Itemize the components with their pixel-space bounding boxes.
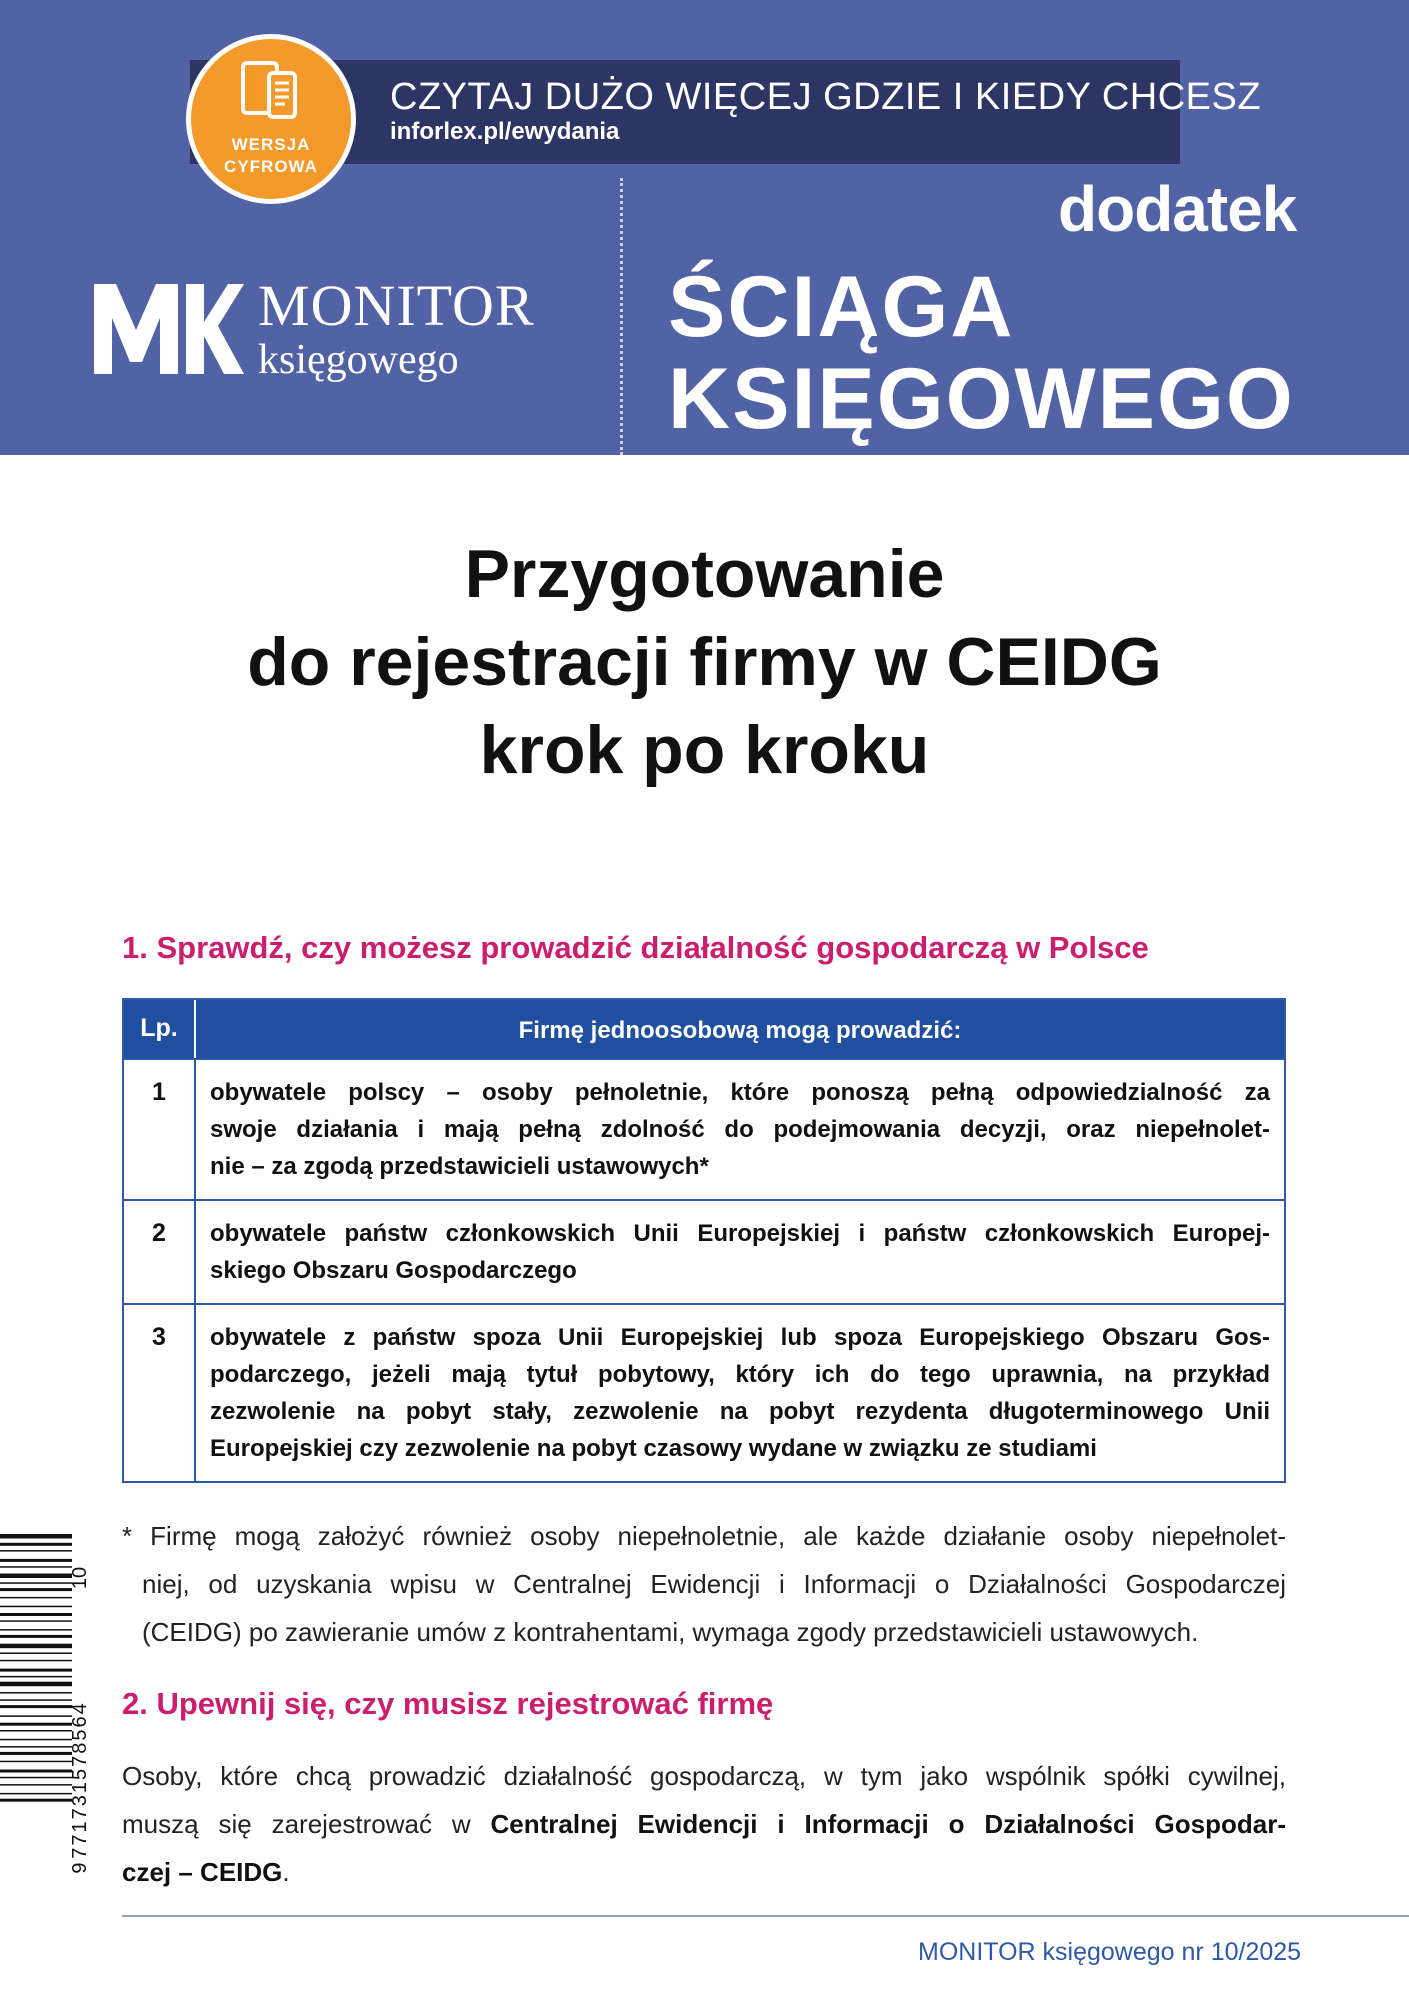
header-band <box>0 0 1409 455</box>
logo-name: MONITOR <box>258 273 535 338</box>
barcode-bar <box>0 1613 72 1616</box>
badge-label-2: CYFROWA <box>224 157 318 176</box>
row-text-line: swoje działania i mają pełną zdolność do podejmowania decyzji, oraz niepełnolet- <box>210 1116 1270 1143</box>
footnote-line: (CEIDG) po zawieranie umów z kontrahentami, wymaga zgody przedstawicieli ustawowych. <box>142 1617 1199 1647</box>
monitor-logo-icon <box>94 278 244 378</box>
section-2-body <box>122 1752 1286 1896</box>
logo-subtitle: księgowego <box>258 337 459 383</box>
footer-issue: MONITOR księgowego nr 10/2025 <box>918 1938 1302 1966</box>
barcode-bar <box>0 1682 72 1687</box>
row-text-line: Europejskiej czy zezwolenie na pobyt czasowy wydane w związku ze studiami <box>210 1435 1097 1462</box>
barcode-bar <box>0 1543 72 1546</box>
barcode-bar <box>0 1739 72 1741</box>
barcode-bar <box>0 1730 72 1732</box>
barcode-bar <box>0 1588 72 1591</box>
row-text <box>196 1201 1284 1303</box>
barcode-bar <box>0 1784 72 1786</box>
body-line: Osoby, które chcą prowadzić działalność gospodarczą, w tym jako wspólnik spółki cywilnej, <box>122 1761 1286 1791</box>
body-line <box>122 1848 1286 1896</box>
barcode-bar <box>0 1550 72 1552</box>
barcode-bar <box>0 1629 72 1631</box>
barcode-bar <box>0 1715 72 1717</box>
barcode-bar <box>0 1597 72 1599</box>
row-number: 2 <box>124 1201 196 1303</box>
supplement-title-1: ŚCIĄGA <box>668 259 1015 355</box>
barcode-bar <box>0 1723 72 1726</box>
barcode-bar <box>0 1793 72 1795</box>
title-line: Przygotowanie <box>464 536 945 612</box>
eligibility-table <box>122 998 1286 1483</box>
barcode-bar <box>0 1534 72 1539</box>
row-text-line: nie – za zgodą przedstawicieli ustawowych* <box>210 1153 709 1180</box>
row-text-line: podarczego, jeżeli mają tytuł pobytowy, który ich do tego uprawnia, na przykład <box>210 1361 1270 1388</box>
body-line <box>122 1800 1286 1848</box>
ceidg-name: Centralnej Ewidencji i Informacji o Działalności Gospodar- <box>490 1809 1286 1839</box>
barcode-bar <box>0 1635 72 1638</box>
section-2-heading: 2. Upewnij się, czy musisz rejestrować firmę <box>122 1686 774 1721</box>
row-text-line: skiego Obszaru Gospodarczego <box>210 1257 577 1284</box>
barcode-bar <box>0 1653 72 1655</box>
barcode-bar <box>0 1752 72 1755</box>
barcode-bar <box>0 1770 72 1773</box>
barcode-bar <box>0 1692 72 1694</box>
section-1-heading: 1. Sprawdź, czy możesz prowadzić działalność gospodarczą w Polsce <box>122 930 1149 965</box>
table-row <box>124 1199 1284 1303</box>
barcode <box>0 1530 92 1880</box>
barcode-bar <box>0 1669 72 1672</box>
page-title <box>0 530 1409 794</box>
header-lp: Lp. <box>124 1000 196 1058</box>
barcode-bar <box>0 1676 72 1678</box>
barcode-bar <box>0 1777 72 1779</box>
footnote <box>122 1512 1286 1656</box>
body-text: . <box>282 1857 290 1887</box>
row-text-line: obywatele z państw spoza Unii Europejskiej lub spoza Europejskiego Obszaru Gos- <box>210 1324 1270 1351</box>
promo-link[interactable]: inforlex.pl/ewydania <box>390 118 620 145</box>
title-line: do rejestracji firmy w CEIDG <box>247 624 1162 700</box>
header-divider <box>620 178 623 455</box>
row-number: 3 <box>124 1305 196 1481</box>
footnote-line: * Firmę mogą założyć również osoby niepełnoletnie, ale każde działanie osoby niepełnolet- <box>122 1521 1286 1551</box>
barcode-bar <box>0 1699 72 1701</box>
barcode-bar <box>0 1660 72 1662</box>
barcode-digits: 771731578564 <box>69 1701 91 1859</box>
barcode-bars <box>0 1534 72 1802</box>
footer-rule <box>122 1915 1409 1917</box>
barcode-bar <box>0 1761 72 1763</box>
barcode-bar <box>0 1799 72 1802</box>
footnote-line: niej, od uzyskania wpisu w Centralnej Ewidencji i Informacji o Działalności Gospodarczej <box>142 1569 1286 1599</box>
supplement-tag: dodatek <box>1058 173 1297 245</box>
row-text-line: obywatele polscy – osoby pełnoletnie, które ponoszą pełną odpowiedzialność za <box>210 1079 1270 1106</box>
row-text-line: zezwolenie na pobyt stały, zezwolenie na pobyt rezydenta długoterminowego Unii <box>210 1398 1270 1425</box>
barcode-bar <box>0 1746 72 1748</box>
row-text-line: obywatele państw członkowskich Unii Europejskiej i państw członkowskich Europej- <box>210 1220 1270 1247</box>
title-line: krok po kroku <box>479 712 930 788</box>
header-text: Firmę jednoosobową mogą prowadzić: <box>518 1017 962 1044</box>
table-row <box>124 1058 1284 1199</box>
barcode-bar <box>0 1606 72 1608</box>
row-number: 1 <box>124 1060 196 1199</box>
tablet-phone-icon <box>239 61 303 121</box>
barcode-addon: 10 <box>69 1566 91 1590</box>
barcode-bar <box>0 1574 72 1579</box>
barcode-bar <box>0 1559 72 1562</box>
barcode-left-digit: 9 <box>69 1862 91 1874</box>
badge-label-1: WERSJA <box>231 135 311 154</box>
barcode-bar <box>0 1644 72 1649</box>
row-text <box>196 1305 1284 1481</box>
table-header-row <box>124 1000 1284 1058</box>
barcode-bar <box>0 1566 72 1568</box>
body-text: muszą się zarejestrować w <box>122 1809 491 1839</box>
row-text <box>196 1060 1284 1199</box>
barcode-bar <box>0 1620 72 1622</box>
ceidg-name: czej – CEIDG <box>122 1857 283 1887</box>
barcode-bar <box>0 1582 72 1584</box>
barcode-bar <box>0 1705 72 1708</box>
digital-version-badge[interactable] <box>186 34 356 204</box>
supplement-title-2: KSIĘGOWEGO <box>668 351 1295 447</box>
table-row <box>124 1303 1284 1481</box>
promo-headline: CZYTAJ DUŻO WIĘCEJ GDZIE I KIEDY CHCESZ <box>390 76 1262 118</box>
